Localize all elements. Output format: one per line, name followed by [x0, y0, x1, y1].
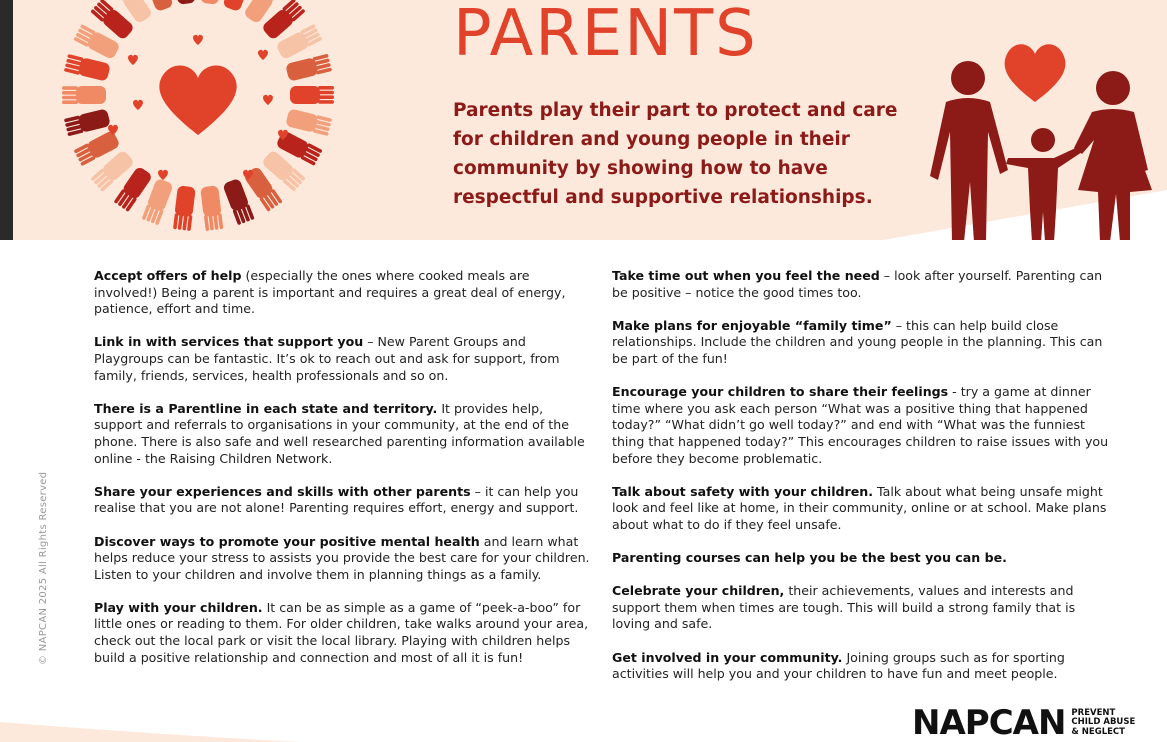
- tip-link-services: [94, 334, 590, 384]
- tip-share-feelings: [612, 384, 1112, 467]
- left-column: [94, 268, 590, 683]
- tip-get-involved: [612, 650, 1112, 683]
- tip-text: – New Parent Groups and Playgroups can be fantastic. It’s ok to reach out and ask for support, from family, friends, services, health professionals and so on.: [94, 334, 560, 383]
- hands-circle-illustration: [13, 0, 413, 240]
- tip-lead: Accept offers of help: [94, 268, 242, 283]
- logo-tagline-line: PREVENT: [1071, 707, 1116, 718]
- tip-text: - try a game at dinner time where you ask each person “What was a positive thing that happened today?” “What didn’t go well today?” and end with “What was the funniest thing that happened today?” This encourages children to raise issues with you before they become problematic.: [612, 384, 1109, 466]
- tip-parentline: [94, 401, 590, 467]
- logo-wordmark: NAPCAN: [912, 703, 1066, 742]
- logo-tagline-line: CHILD ABUSE: [1071, 717, 1136, 728]
- tip-text: Joining groups such as for sporting activities will help you and your children to have fun and meet people.: [612, 649, 1065, 682]
- tip-lead: Play with your children.: [94, 599, 263, 615]
- tip-safety: [612, 484, 1112, 534]
- tip-text: their achievements, values and interests and support them when times are tough. This will build a strong family that is loving and safe.: [612, 583, 1076, 632]
- tip-play: [94, 600, 590, 666]
- tip-text: It provides help, support and referrals to organisations in your community, at the end of the phone. There is also safe and well researched parenting information available online - the Raising Children Network.: [94, 400, 585, 466]
- tip-celebrate: [612, 583, 1112, 633]
- page-title: PARENTS: [453, 0, 758, 71]
- bottom-wave: [0, 712, 300, 742]
- header-banner: [13, 0, 1167, 240]
- tip-text: – this can help build close relationships. Include the children and young people in the planning. This can be part of the fun!: [612, 317, 1103, 366]
- tip-text: – it can help you realise that you are not alone! Parenting requires effort, energy and support.: [94, 483, 579, 516]
- family-heart-icon: [1005, 44, 1066, 102]
- tip-lead: Discover ways to promote your positive mental health: [94, 533, 480, 549]
- logo-tagline: [1071, 709, 1135, 738]
- copyright-text: © NAPCAN 2025 All Rights Reserved: [38, 471, 49, 665]
- tip-time-out: [612, 268, 1112, 301]
- tip-text: (especially the ones where cooked meals are involved!) Being a parent is important and requires a great deal of energy, patience, effort and time.: [94, 268, 566, 317]
- tip-text: It can be as simple as a game of “peek-a-boo” for little ones or reading to them. For older children, take walks around your area, check out the local park or visit the local library. Playing with children helps build a positive relationship and connection and most of all it is fun!: [94, 599, 589, 665]
- tip-text: and learn what helps reduce your stress to assists you provide the best care for your children. Listen to your children and involve them in planning things as a family.: [94, 533, 590, 582]
- logo-tagline-line: & NEGLECT: [1071, 726, 1125, 737]
- tip-accept-help: [94, 268, 590, 318]
- tip-lead: Encourage your children to share their feelings: [612, 384, 949, 400]
- tip-mental-health: [94, 534, 590, 584]
- tip-lead: There is a Parentline in each state and territory.: [94, 400, 438, 416]
- tip-lead: Share your experiences and skills with other parents: [94, 483, 471, 499]
- tip-family-time: [612, 318, 1112, 368]
- tip-lead: Talk about safety with your children.: [612, 483, 874, 499]
- tip-lead: Link in with services that support you: [94, 334, 364, 350]
- tip-lead: Get involved in your community.: [612, 649, 843, 665]
- tip-text: – look after yourself. Parenting can be positive – notice the good times too.: [612, 268, 1103, 300]
- tip-lead: Celebrate your children,: [612, 583, 785, 599]
- tip-share-experiences: [94, 484, 590, 517]
- napcan-logo: [912, 703, 1136, 742]
- right-column: [612, 268, 1112, 699]
- intro-text: Parents play their part to protect and care for children and young people in their community by showing how to have respectful and supportive relationships.: [453, 100, 898, 208]
- tip-text: Talk about what being unsafe might look and feel like at home, in their community, online or at school. Make plans about what to do if they feel unsafe.: [612, 483, 1107, 532]
- tip-lead: Take time out when you feel the need: [612, 268, 880, 283]
- tip-lead: Make plans for enjoyable “family time”: [612, 317, 892, 333]
- family-icon: [908, 20, 1158, 240]
- tip-parenting-courses: [612, 550, 1112, 567]
- tip-lead: Parenting courses can help you be the best you can be.: [612, 550, 1007, 566]
- page-edge: [0, 0, 13, 742]
